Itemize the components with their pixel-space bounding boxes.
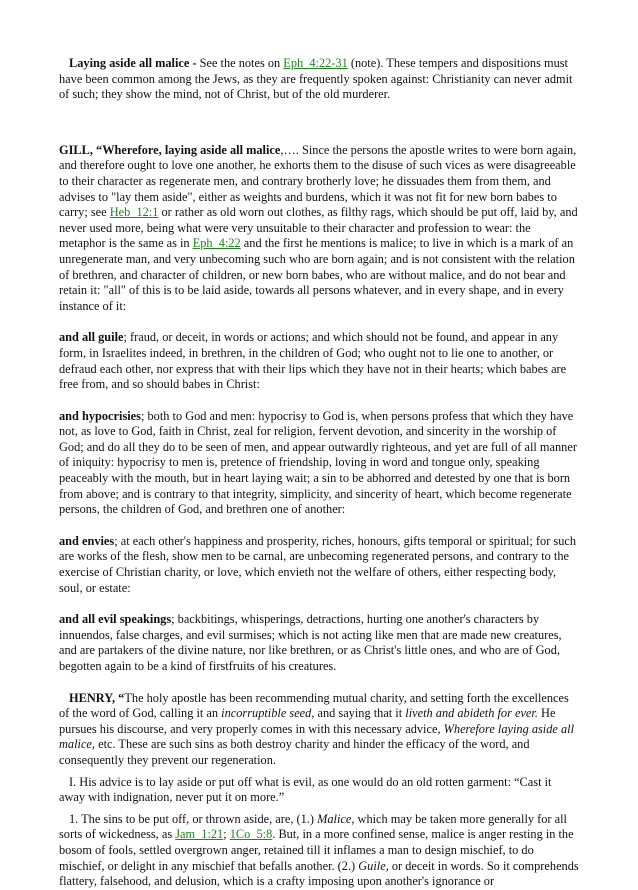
- text: He pursues his discourse, and very properly comes in with this necessary advice,: [59, 706, 556, 736]
- heading-envies: and envies: [59, 533, 115, 548]
- envies-paragraph: [59, 534, 579, 596]
- text: I. His advice is to lay aside or put off what is evil, as one would do an old rotten garment: “Cast it away with indignation, never put it on more.”: [59, 774, 552, 805]
- heading-laying-aside: Laying aside all malice -: [69, 56, 200, 70]
- commentary-page: [59, 56, 579, 890]
- heading-henry: HENRY, “: [69, 690, 125, 705]
- sins-paragraph: [59, 812, 579, 890]
- text: ; both to God and men: hypocrisy to God is, when persons profess that which they have not, as love to God, faith in Christ, zeal for religion, fervent devotion, and sincerity in the worship of God; and do all they do to be seen of men, and appear outwardly righteous, and yet are full of all manner of iniquity: hypocrisy to men is, pretence of friendship, loving in word and tongue only, speaking peaceably with the mouth, but in heart laying wait; a sin to be abhorred and detested by one that is born from above; and is contrary to that integrity, simplicity, and sincerity of heart, which become regenerate persons, the children of God, and brethren one of another:: [59, 408, 577, 517]
- ref-link-eph-4-22-31[interactable]: Eph_4:22-31: [283, 56, 348, 70]
- text: 1. The sins to be put off, or thrown aside, are, (1.): [69, 811, 318, 826]
- heading-hypocrisies: and hypocrisies: [59, 408, 141, 423]
- text: which may be taken more generally for all sorts of wickedness, as: [59, 811, 567, 842]
- text: ,…. Since the persons the apostle writes to were born again, and therefore ought to love one another, he exhorts them to the disuse of such vices as were disagreeable to their character as regenerate men, and contrary brotherly love; he dissuades them from them, and advises to "lay them aside", either as weights and burdens, which it was not fit for new born babes to carry; see: [59, 142, 577, 220]
- gill-paragraph: [59, 143, 579, 315]
- hypocrisies-paragraph: [59, 409, 579, 518]
- ref-link-eph-4-22[interactable]: Eph_4:22: [192, 236, 241, 251]
- italic-text: Guile,: [358, 858, 389, 873]
- ref-link-jam-1-21[interactable]: Jam_1:21: [175, 827, 224, 842]
- heading-evil-speakings: and all evil speakings: [59, 612, 172, 627]
- spacer: [59, 518, 579, 534]
- text: or deceit in words. So it comprehends flattery, falsehood, and delusion, which is a crafty imposing upon another's ignorance or: [59, 858, 579, 889]
- text: ; fraud, or deceit, in words or actions; and which should not be found, and appear in any form, in Israelites indeed, in brethren, in the children of God; who ought not to lie one to another, or defraud each other, nor express that with their lips which they have not in their hearts; which babes are free from, and so should babes in Christ:: [59, 330, 567, 392]
- spacer: [59, 314, 579, 330]
- henry-paragraph: [59, 691, 579, 769]
- italic-text: Wherefore laying aside all malice,: [59, 721, 575, 752]
- spacer: [59, 103, 579, 143]
- text: The holy apostle has been recommending mutual charity, and setting forth the excellences of the word of God, calling it an: [59, 690, 569, 721]
- text: or rather as old worn out clothes, as filthy rags, which should be put off, laid by, and never used more, being what were very unsuitable to their character and profession to wear: the metaphor is the same as in: [59, 205, 578, 251]
- evil-speakings-paragraph: [59, 612, 579, 674]
- italic-text: Malice,: [317, 811, 355, 826]
- heading-guile: and all guile: [59, 330, 124, 345]
- text: . But, in a more confined sense, malice is anger resting in the bosom of fools, settled overgrown anger, retained till it inflames a man to design mischief, to do mischief, or delight in any mischief that befalls another. (2.): [59, 827, 574, 873]
- barnes-paragraph: [59, 56, 579, 103]
- text: ; backbitings, whisperings, detractions, hurting one another's characters by innuendos, false charges, and evil surmises; which is not acting like men that are made new creatures, and are partakers of the divine nature, nor like brethren, or as Christ's little ones, and who are of God, begotten again to be a kind of firstfruits of his creatures.: [59, 612, 562, 673]
- italic-text: incorruptible seed,: [221, 706, 315, 721]
- advice-paragraph: [59, 775, 579, 806]
- text: See the notes on: [199, 56, 284, 70]
- spacer: [59, 675, 579, 691]
- ref-link-heb-12-1[interactable]: Heb_12:1: [109, 205, 159, 220]
- ref-link-1co-5-8[interactable]: 1Co_5:8: [229, 827, 273, 842]
- heading-gill: GILL, “Wherefore, laying aside all malice: [59, 142, 281, 157]
- text: etc. These are such sins as both destroy charity and hinder the efficacy of the word, and consequently they prevent our regeneration.: [59, 737, 530, 767]
- spacer: [59, 393, 579, 409]
- text: and saying that it: [314, 706, 406, 721]
- italic-text: liveth and abideth for ever.: [405, 706, 538, 721]
- text: and the first he mentions is malice; to live in which is a mark of an unregenerate man, and very unbecoming such who are born again; and is not consistent with the relation of brethren, and character of children, or new born babes, who are without malice, and do not bear and retain it: "all" of this is to be laid aside, towards all persons whatever, and in every shape, and in every instance of it:: [59, 236, 575, 313]
- text: ; at each other's happiness and prosperity, riches, honours, gifts temporal or spiritual; for such are works of the flesh, show men to be carnal, are unbecoming regenerated persons, and contrary to the exercise of Christian charity, or love, which envieth not the welfare of others, either respecting body, soul, or estate:: [59, 533, 577, 595]
- text: ;: [223, 827, 230, 842]
- text: (note). These tempers and dispositions must have been common among the Jews, as they are frequently spoken against: Christianity can never admit of such; they show the mind, not of Christ, but of the old murderer.: [59, 56, 573, 102]
- spacer: [59, 596, 579, 612]
- guile-paragraph: [59, 330, 579, 392]
